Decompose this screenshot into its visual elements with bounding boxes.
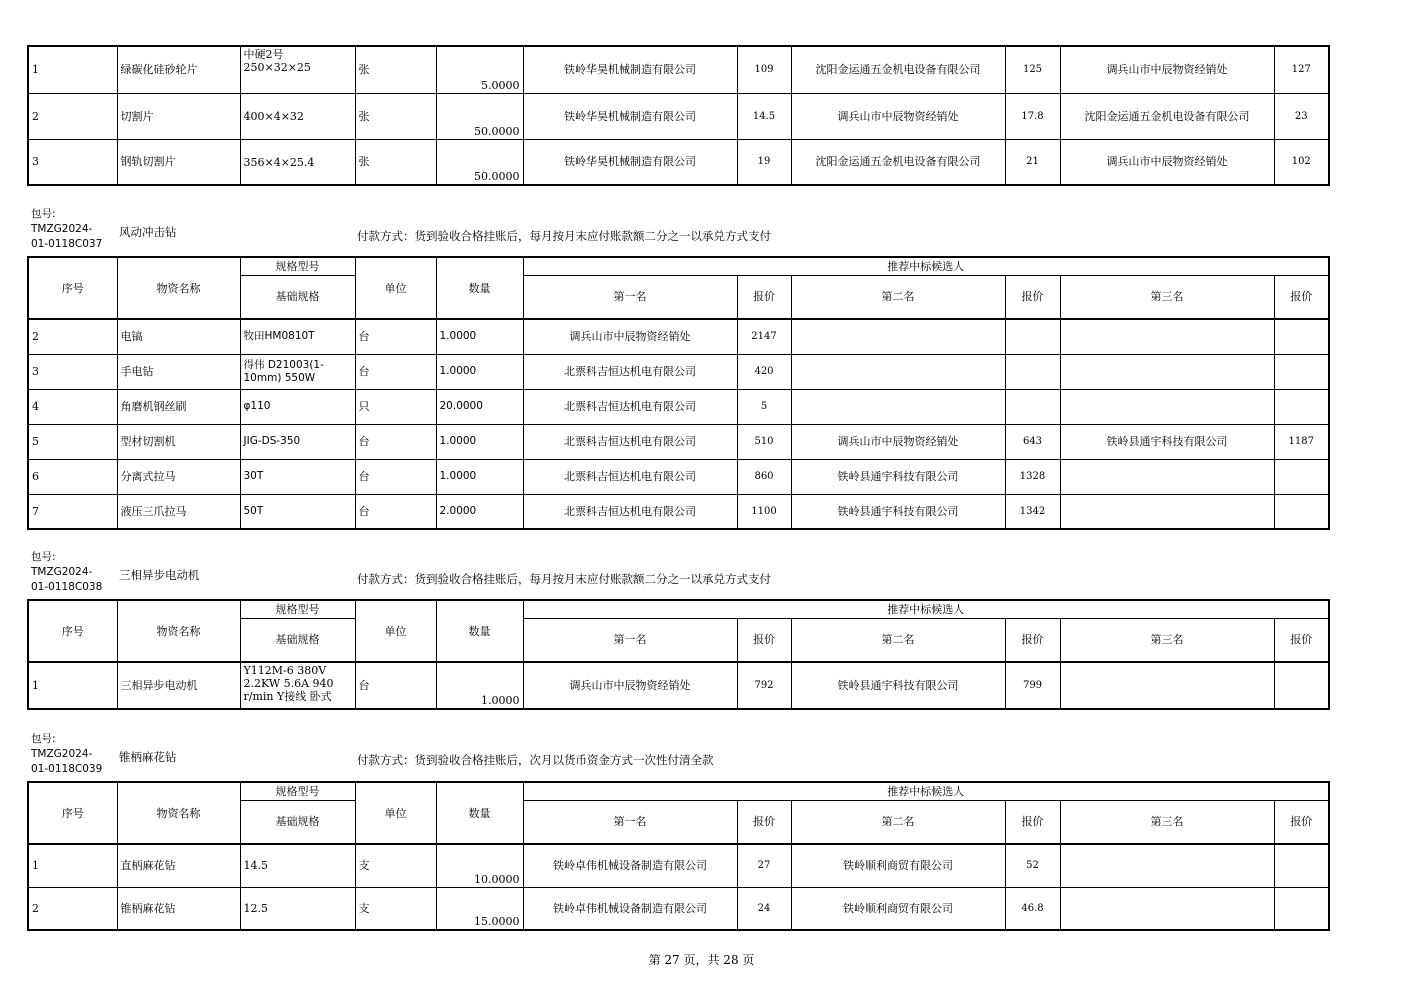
cell-spec: 50T [240,494,355,529]
payment-terms: 付款方式：货到验收合格挂账后，每月按月末应付账款额二分之一以承兑方式支付 [357,572,771,586]
cell-qty: 15.0000 [436,887,523,930]
cell-qty: 1.0000 [436,319,523,354]
header-price: 报价 [1274,800,1329,844]
package-label-line: 01-0118C039 [31,763,103,775]
package-table [27,256,1330,530]
cell-unit: 支 [355,887,436,930]
cell-second: 沈阳金运通五金机电设备有限公司 [791,139,1005,185]
cell-qty: 50.0000 [436,139,523,185]
header-price: 报价 [1005,618,1060,662]
cell-third: 沈阳金运通五金机电设备有限公司 [1060,93,1274,139]
package-title: 风动冲击钻 [119,225,177,239]
cell-third: 铁岭县通宇科技有限公司 [1060,424,1274,459]
package-number-label [31,550,102,595]
cell-qty: 1.0000 [436,354,523,389]
cell-first: 北票科吉恒达机电有限公司 [523,459,737,494]
cell-first: 北票科吉恒达机电有限公司 [523,389,737,424]
package-label-line: TMZG2024- [31,223,93,235]
cell-spec: 14.5 [240,844,355,887]
header-row [28,600,1329,618]
cell-first: 铁岭卓伟机械设备制造有限公司 [523,844,737,887]
cell-seq: 4 [28,389,117,424]
header-second: 第二名 [791,618,1005,662]
package-label-line: 01-0118C037 [31,238,103,250]
header-price: 报价 [737,618,791,662]
cell-price: 420 [737,354,791,389]
cell-third: 调兵山市中辰物资经销处 [1060,139,1274,185]
cell-spec: JIG-DS-350 [240,424,355,459]
cell-price [1005,319,1060,354]
cell-spec: 牧田HM0810T [240,319,355,354]
cell-price: 5 [737,389,791,424]
cell-unit: 台 [355,424,436,459]
cell-price: 799 [1005,662,1060,709]
cell-second: 铁岭顺利商贸有限公司 [791,887,1005,930]
cell-price: 860 [737,459,791,494]
cell-price [1274,494,1329,529]
package-label-line: 01-0118C038 [31,581,103,593]
cell-third [1060,319,1274,354]
cell-unit: 支 [355,844,436,887]
cell-unit: 台 [355,662,436,709]
cell-price: 109 [737,46,791,93]
cell-seq: 7 [28,494,117,529]
table-row [28,494,1329,529]
cell-second: 沈阳金运通五金机电设备有限公司 [791,46,1005,93]
header-spec-model: 规格型号 [240,257,355,275]
cell-first: 铁岭华昊机械制造有限公司 [523,139,737,185]
table-row [28,459,1329,494]
package-number-label [31,732,102,777]
cell-third: 调兵山市中辰物资经销处 [1060,46,1274,93]
cell-price: 24 [737,887,791,930]
header-first: 第一名 [523,618,737,662]
package-table [27,781,1330,931]
cell-price: 510 [737,424,791,459]
header-unit: 单位 [355,257,436,319]
package-label-line: TMZG2024- [31,566,93,578]
cell-price: 27 [737,844,791,887]
cell-name: 绿碳化硅砂轮片 [117,46,240,93]
package-label-line: 包号: [31,208,56,220]
cell-second [791,319,1005,354]
cell-seq: 3 [28,354,117,389]
cell-seq: 2 [28,319,117,354]
cell-name: 角磨机钢丝刷 [117,389,240,424]
cell-name: 切割片 [117,93,240,139]
cell-name: 型材切割机 [117,424,240,459]
header-qty: 数量 [436,782,523,844]
cell-first: 北票科吉恒达机电有限公司 [523,494,737,529]
cell-spec [240,46,355,93]
header-base-spec: 基础规格 [240,618,355,662]
cell-unit: 张 [355,139,436,185]
cell-price: 14.5 [737,93,791,139]
cell-third [1060,662,1274,709]
cell-price: 19 [737,139,791,185]
cell-price: 1187 [1274,424,1329,459]
cell-price [1274,887,1329,930]
cell-price: 1342 [1005,494,1060,529]
cell-name: 手电钻 [117,354,240,389]
cell-spec [240,139,355,185]
table-row [28,389,1329,424]
cell-third [1060,887,1274,930]
cell-name: 液压三爪拉马 [117,494,240,529]
cell-spec [240,93,355,139]
table-row [28,46,1329,93]
table-row [28,139,1329,185]
cell-price [1274,389,1329,424]
cell-unit: 只 [355,389,436,424]
header-seq: 序号 [28,782,117,844]
header-unit: 单位 [355,782,436,844]
header-name: 物资名称 [117,257,240,319]
header-base-spec: 基础规格 [240,275,355,319]
header-name: 物资名称 [117,782,240,844]
table-row [28,93,1329,139]
cell-name: 钢轨切割片 [117,139,240,185]
header-price: 报价 [1274,618,1329,662]
cell-first: 调兵山市中辰物资经销处 [523,319,737,354]
package-label-line: 包号: [31,733,56,745]
cell-name: 直柄麻花钻 [117,844,240,887]
cell-qty: 2.0000 [436,494,523,529]
header-third: 第三名 [1060,618,1274,662]
cell-seq: 3 [28,139,117,185]
cell-seq: 1 [28,46,117,93]
package-label-line: TMZG2024- [31,748,93,760]
cell-second: 铁岭县通宇科技有限公司 [791,494,1005,529]
header-second: 第二名 [791,275,1005,319]
cell-price [1274,662,1329,709]
package-number-label [31,207,102,252]
header-seq: 序号 [28,257,117,319]
table-row [28,424,1329,459]
header-first: 第一名 [523,275,737,319]
cell-seq: 2 [28,93,117,139]
header-name: 物资名称 [117,600,240,662]
package-table-block [27,256,1328,530]
spec-line: 中硬2号 [243,48,284,61]
cell-second: 铁岭县通宇科技有限公司 [791,662,1005,709]
payment-terms: 付款方式：货到验收合格挂账后，次月以货币资金方式一次性付清全款 [357,753,714,767]
header-row [28,257,1329,275]
cell-price [1005,354,1060,389]
cell-name: 三相异步电动机 [117,662,240,709]
cell-second: 铁岭县通宇科技有限公司 [791,459,1005,494]
header-unit: 单位 [355,600,436,662]
header-row [28,782,1329,800]
cell-qty: 10.0000 [436,844,523,887]
header-third: 第三名 [1060,800,1274,844]
header-price: 报价 [1005,275,1060,319]
cell-first: 北票科吉恒达机电有限公司 [523,354,737,389]
cell-seq: 1 [28,662,117,709]
cell-qty: 1.0000 [436,459,523,494]
header-third: 第三名 [1060,275,1274,319]
header-price: 报价 [737,275,791,319]
header-price: 报价 [737,800,791,844]
cell-unit: 台 [355,319,436,354]
header-recommended: 推荐中标候选人 [523,257,1329,275]
header-first: 第一名 [523,800,737,844]
cell-third [1060,459,1274,494]
cell-third [1060,389,1274,424]
cell-unit: 台 [355,494,436,529]
cell-spec: 得伟 D21003(1-10mm) 550W [240,354,355,389]
cell-third [1060,354,1274,389]
cell-price: 46.8 [1005,887,1060,930]
header-qty: 数量 [436,600,523,662]
header-price: 报价 [1274,275,1329,319]
header-qty: 数量 [436,257,523,319]
table-row [28,844,1329,887]
cell-price: 102 [1274,139,1329,185]
cell-second: 调兵山市中辰物资经销处 [791,93,1005,139]
cell-first: 调兵山市中辰物资经销处 [523,662,737,709]
cell-price: 1328 [1005,459,1060,494]
cell-name: 分离式拉马 [117,459,240,494]
header-spec-model: 规格型号 [240,782,355,800]
header-price: 报价 [1005,800,1060,844]
cell-spec: 30T [240,459,355,494]
header-recommended: 推荐中标候选人 [523,600,1329,618]
cell-seq: 1 [28,844,117,887]
cell-qty: 1.0000 [436,424,523,459]
cell-price [1274,844,1329,887]
cell-qty: 5.0000 [436,46,523,93]
cell-second [791,389,1005,424]
table-row [28,662,1329,709]
package-title: 锥柄麻花钻 [119,750,177,764]
cell-second: 调兵山市中辰物资经销处 [791,424,1005,459]
table-row [28,887,1329,930]
spec-line: 250×32×25 [243,61,311,74]
cell-price: 21 [1005,139,1060,185]
cell-price: 23 [1274,93,1329,139]
table-row [28,354,1329,389]
cell-first: 北票科吉恒达机电有限公司 [523,424,737,459]
table-row [28,319,1329,354]
cell-name: 电镐 [117,319,240,354]
cell-spec: Y112M-6 380V 2.2KW 5.6A 940 r/min Y接线 卧式 [240,662,355,709]
package-table-block [27,781,1328,931]
page-footer: 第 27 页，共 28 页 [648,953,755,967]
cell-price: 125 [1005,46,1060,93]
package-label-line: 包号: [31,551,56,563]
package-title: 三相异步电动机 [119,568,200,582]
cell-first: 铁岭卓伟机械设备制造有限公司 [523,887,737,930]
cell-third [1060,844,1274,887]
cell-price [1274,354,1329,389]
cell-first: 铁岭华昊机械制造有限公司 [523,93,737,139]
cell-second [791,354,1005,389]
cell-price: 17.8 [1005,93,1060,139]
cell-unit: 张 [355,46,436,93]
cell-qty: 1.0000 [436,662,523,709]
cell-unit: 台 [355,354,436,389]
header-recommended: 推荐中标候选人 [523,782,1329,800]
spec-line: 400×4×32 [243,110,304,123]
cell-third [1060,494,1274,529]
cell-price [1005,389,1060,424]
header-seq: 序号 [28,600,117,662]
cell-unit: 台 [355,459,436,494]
cell-price: 127 [1274,46,1329,93]
top-table-block [27,45,1328,186]
cell-price: 792 [737,662,791,709]
cell-unit: 张 [355,93,436,139]
cell-spec: φ110 [240,389,355,424]
cell-spec: 12.5 [240,887,355,930]
cell-price: 2147 [737,319,791,354]
header-second: 第二名 [791,800,1005,844]
payment-terms: 付款方式：货到验收合格挂账后，每月按月末应付账款额二分之一以承兑方式支付 [357,229,771,243]
cell-price [1274,319,1329,354]
package-table [27,599,1330,710]
cell-qty: 50.0000 [436,93,523,139]
cell-price [1274,459,1329,494]
header-spec-model: 规格型号 [240,600,355,618]
cell-name: 锥柄麻花钻 [117,887,240,930]
cell-price: 52 [1005,844,1060,887]
package-table-block [27,599,1328,710]
header-base-spec: 基础规格 [240,800,355,844]
cell-price: 643 [1005,424,1060,459]
cell-seq: 6 [28,459,117,494]
cell-second: 铁岭顺利商贸有限公司 [791,844,1005,887]
top-items-table [27,45,1330,186]
cell-seq: 2 [28,887,117,930]
cell-price: 1100 [737,494,791,529]
cell-qty: 20.0000 [436,389,523,424]
spec-line: 356×4×25.4 [243,155,315,169]
cell-first: 铁岭华昊机械制造有限公司 [523,46,737,93]
cell-seq: 5 [28,424,117,459]
